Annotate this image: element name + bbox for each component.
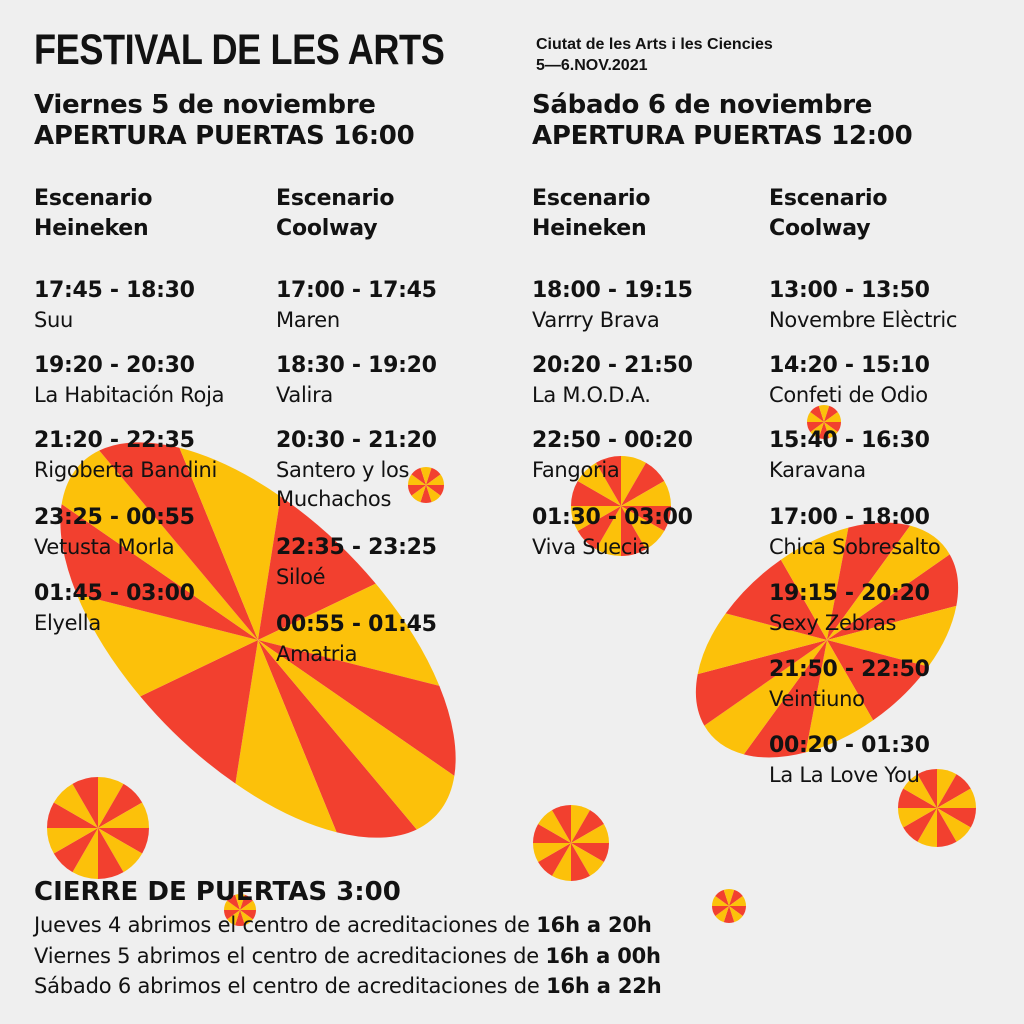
festival-dates: 5—6.NOV.2021 <box>536 57 648 74</box>
accreditation-line <box>34 910 652 940</box>
slot-artist: Elyella <box>34 611 101 635</box>
slot-artist: La Habitación Roja <box>34 383 225 407</box>
stage-title-line2: Heineken <box>532 216 647 241</box>
schedule-slot <box>532 426 693 485</box>
slot-artist: Vetusta Morla <box>34 535 175 559</box>
slot-artist: Confeti de Odio <box>769 383 928 407</box>
schedule-slot <box>276 533 437 592</box>
slot-time: 20:20 - 21:50 <box>532 353 693 378</box>
day2-header <box>532 90 912 152</box>
slot-time: 20:30 - 21:20 <box>276 428 437 453</box>
slot-artist: Sexy Zebras <box>769 611 897 635</box>
schedule-slot <box>34 579 195 638</box>
slot-time: 17:00 - 17:45 <box>276 278 437 303</box>
schedule-slot <box>769 579 930 638</box>
accreditation-line <box>34 971 661 1001</box>
schedule-slot <box>532 276 693 335</box>
slot-time: 14:20 - 15:10 <box>769 353 930 378</box>
schedule-slot <box>769 426 930 485</box>
stage-title-line1: Escenario <box>34 186 153 211</box>
slot-artist: Karavana <box>769 458 866 482</box>
slot-artist: La M.O.D.A. <box>532 383 651 407</box>
stage-title-line2: Coolway <box>769 216 871 241</box>
slot-time: 00:55 - 01:45 <box>276 612 437 637</box>
stage-title-line1: Escenario <box>276 186 395 211</box>
slot-time: 00:20 - 01:30 <box>769 733 930 758</box>
slot-time: 01:30 - 03:00 <box>532 505 693 530</box>
day2-doors: APERTURA PUERTAS 12:00 <box>532 121 913 151</box>
slot-time: 01:45 - 03:00 <box>34 581 195 606</box>
accreditation-hours: 16h a 00h <box>545 944 661 968</box>
schedule-slot <box>276 426 437 514</box>
schedule-slot <box>34 351 224 410</box>
accreditation-hours: 16h a 22h <box>546 974 662 998</box>
schedule-slot <box>276 351 437 410</box>
venue-block <box>536 34 773 76</box>
slot-artist: Chica Sobresalto <box>769 535 941 559</box>
closing-time: CIERRE DE PUERTAS 3:00 <box>34 877 401 907</box>
day2-label: Sábado 6 de noviembre <box>532 90 873 120</box>
stage-title <box>276 184 526 244</box>
slot-artist: La La Love You <box>769 763 920 787</box>
schedule-slot <box>34 503 195 562</box>
slot-artist: Fangoria <box>532 458 620 482</box>
slot-artist: Rigoberta Bandini <box>34 458 218 482</box>
day1-doors: APERTURA PUERTAS 16:00 <box>34 121 415 151</box>
accreditation-text: Sábado 6 abrimos el centro de acreditaciones de <box>34 974 547 998</box>
slot-time: 17:00 - 18:00 <box>769 505 930 530</box>
pinwheel-shape <box>712 889 746 923</box>
stage-title-line1: Escenario <box>532 186 651 211</box>
slot-time: 22:50 - 00:20 <box>532 428 693 453</box>
schedule-slot <box>769 351 930 410</box>
pinwheel-shape <box>47 777 149 879</box>
day1-stage-heineken <box>34 184 284 635</box>
slot-artist: Suu <box>34 308 74 332</box>
stage-title <box>532 184 782 244</box>
schedule-slot <box>276 276 437 335</box>
stage-title-line1: Escenario <box>769 186 888 211</box>
stage-title-line2: Coolway <box>276 216 378 241</box>
day2-stage-coolway <box>769 184 1019 787</box>
stage-title <box>34 184 284 244</box>
slot-time: 18:00 - 19:15 <box>532 278 693 303</box>
schedule-slot <box>532 351 693 410</box>
slot-artist: Maren <box>276 308 340 332</box>
slot-artist: Siloé <box>276 565 326 589</box>
stage-title <box>769 184 1019 244</box>
slot-time: 19:15 - 20:20 <box>769 581 930 606</box>
slot-artist: Viva Suecia <box>532 535 651 559</box>
slot-time: 22:35 - 23:25 <box>276 535 437 560</box>
slot-artist: Santero y los Muchachos <box>276 458 410 511</box>
day1-label: Viernes 5 de noviembre <box>34 90 376 120</box>
pinwheel-shape <box>533 805 609 881</box>
stage-title-line2: Heineken <box>34 216 149 241</box>
accreditation-text: Viernes 5 abrimos el centro de acreditaciones de <box>34 944 546 968</box>
slot-artist: Novembre Elèctric <box>769 308 958 332</box>
schedule-slot <box>276 610 437 669</box>
slot-time: 13:00 - 13:50 <box>769 278 930 303</box>
schedule-slot <box>34 426 217 485</box>
slot-time: 18:30 - 19:20 <box>276 353 437 378</box>
slot-artist: Veintiuno <box>769 687 865 711</box>
schedule-slot <box>769 655 930 714</box>
festival-title: FESTIVAL DE LES ARTS <box>34 26 445 74</box>
slot-time: 21:50 - 22:50 <box>769 657 930 682</box>
day1-stage-coolway <box>276 184 526 666</box>
accreditation-hours: 16h a 20h <box>536 913 652 937</box>
schedule-slot <box>532 503 693 562</box>
slot-time: 17:45 - 18:30 <box>34 278 195 303</box>
slot-time: 21:20 - 22:35 <box>34 428 195 453</box>
schedule-slot <box>769 276 957 335</box>
schedule-slot <box>769 503 940 562</box>
schedule-slot <box>769 731 930 790</box>
schedule-slot <box>34 276 195 335</box>
slot-time: 23:25 - 00:55 <box>34 505 195 530</box>
slot-time: 15:40 - 16:30 <box>769 428 930 453</box>
slot-time: 19:20 - 20:30 <box>34 353 195 378</box>
day2-stage-heineken <box>532 184 782 559</box>
venue-name: Ciutat de les Arts i les Ciencies <box>536 36 773 53</box>
day1-header <box>34 90 414 152</box>
slot-artist: Valira <box>276 383 333 407</box>
accreditation-line <box>34 941 661 971</box>
slot-artist: Varrry Brava <box>532 308 660 332</box>
slot-artist: Amatria <box>276 642 358 666</box>
accreditation-text: Jueves 4 abrimos el centro de acreditaciones de <box>34 913 537 937</box>
